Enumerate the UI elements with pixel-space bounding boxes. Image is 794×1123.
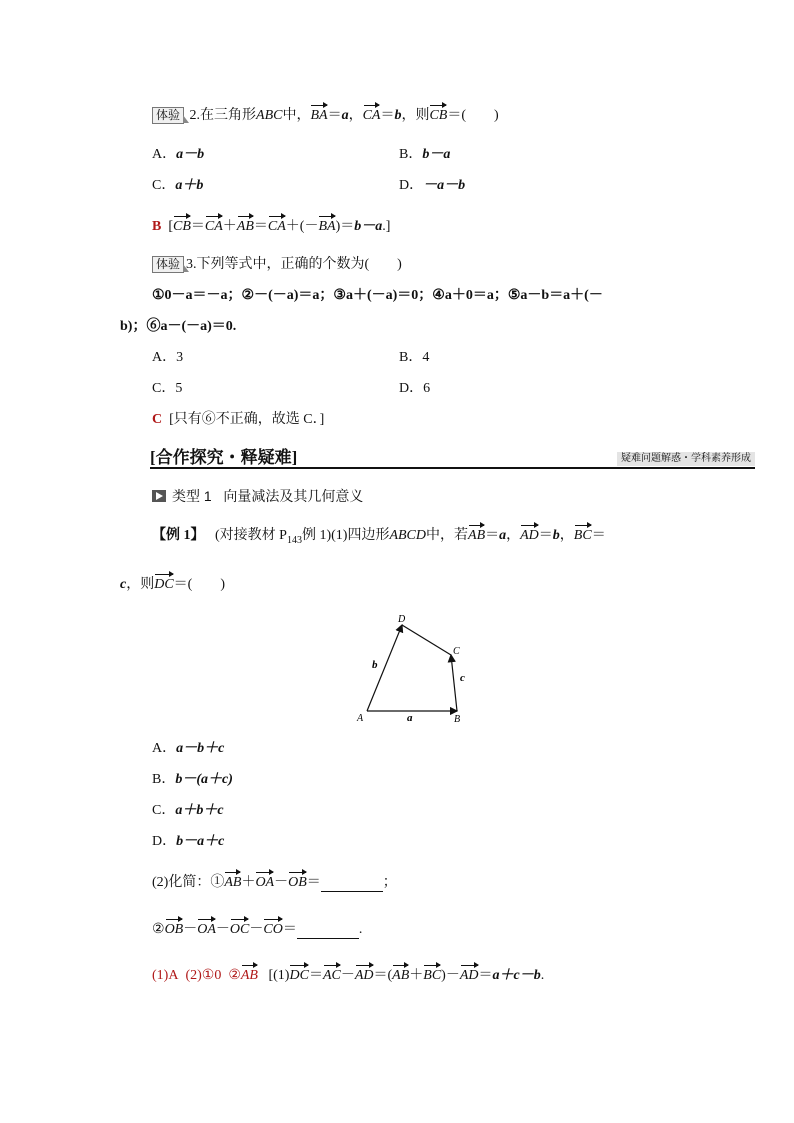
q2-option-c: C．a＋b bbox=[152, 178, 204, 193]
q3-line2: b)；⑥a－(－a)＝0. bbox=[120, 319, 237, 334]
label-d-point: D bbox=[398, 614, 406, 625]
q3-option-b: B．4 bbox=[399, 350, 430, 365]
label-b-point: B bbox=[454, 714, 461, 725]
q3-option-a: A．3 bbox=[152, 350, 184, 365]
section-tag: 疑难问题解惑・学科素养形成 bbox=[617, 452, 755, 466]
q2-solution: B [CB＝CA＋AB＝CA＋(－BA)＝b－a.] bbox=[152, 216, 390, 236]
vector-ba: BA bbox=[310, 105, 327, 125]
q3-option-c: C．5 bbox=[152, 381, 183, 396]
ex1-answer-1: (1)A bbox=[152, 968, 179, 983]
answer-blank-2 bbox=[297, 924, 359, 939]
ex1-answer-3: AB bbox=[241, 965, 258, 985]
q3-option-d: D．6 bbox=[399, 381, 431, 396]
ex1-option-c: C．a＋b＋c bbox=[152, 803, 224, 818]
vector-c-line bbox=[451, 655, 457, 711]
q2-stem: 体验 2.在三角形ABC中，BA＝a，CA＝b，则CB＝( ) bbox=[152, 105, 499, 125]
play-icon bbox=[152, 490, 166, 502]
ex1-stem-line2: c，则DC＝( ) bbox=[120, 574, 225, 594]
section-divider bbox=[150, 467, 755, 469]
q3-badge: 体验 bbox=[152, 256, 184, 273]
vector-cb: CB bbox=[429, 105, 447, 125]
ex1-option-d: D．b－a＋c bbox=[152, 834, 225, 849]
answer-blank-1 bbox=[321, 877, 383, 892]
type1-heading: 类型 1 向量减法及其几何意义 bbox=[152, 487, 363, 505]
q3-line1: ①0－a＝－a；②－(－a)＝a；③a＋(－a)＝0；④a＋0＝a；⑤a－b＝a＋(－ bbox=[152, 288, 603, 303]
section-title: [合作探究・释疑难] bbox=[150, 448, 298, 467]
q3-stem: 体验 3.下列等式中，正确的个数为( ) bbox=[152, 256, 402, 274]
q2-option-b: B．b－a bbox=[399, 147, 451, 162]
ex1-stem-line1: 【例 1】 (对接教材 $P_{143}$例 1)(1)四边形ABCD中，若AB＝a，AD＝b，BC＝ bbox=[152, 525, 606, 550]
vector-ca: CA bbox=[363, 105, 381, 125]
label-vector-c: c bbox=[460, 672, 465, 684]
label-c-point: C bbox=[453, 646, 460, 657]
q2-option-a: A．a－b bbox=[152, 147, 205, 162]
label-vector-b: b bbox=[372, 659, 378, 671]
ex1-option-b: B．b－(a＋c) bbox=[152, 772, 233, 787]
segment-dc bbox=[402, 625, 451, 655]
ex1-solution: (1)A (2)①0 ②AB [(1)DC＝AC－AD＝(AB＋BC)－AD＝a＋c－b. bbox=[152, 965, 544, 985]
ex1-answer-2: (2)①0 bbox=[185, 968, 222, 983]
q2-option-d: D．－a－b bbox=[399, 178, 466, 193]
label-a-point: A bbox=[357, 713, 364, 724]
ex1-option-a: A．a－b＋c bbox=[152, 741, 225, 756]
quadrilateral-figure bbox=[355, 608, 475, 726]
q2-answer: B bbox=[152, 219, 162, 234]
label-vector-a: a bbox=[407, 712, 413, 724]
q3-solution: C [只有⑥不正确，故选 C．] bbox=[152, 412, 325, 427]
q3-answer: C bbox=[152, 412, 163, 427]
ex1-part2-line1: (2)化简：①AB＋OA－OB＝ ； bbox=[152, 872, 397, 892]
q2-badge: 体验 bbox=[152, 107, 184, 124]
ex1-part2-line2: ②OB－OA－OC－CO＝ . bbox=[152, 919, 362, 939]
